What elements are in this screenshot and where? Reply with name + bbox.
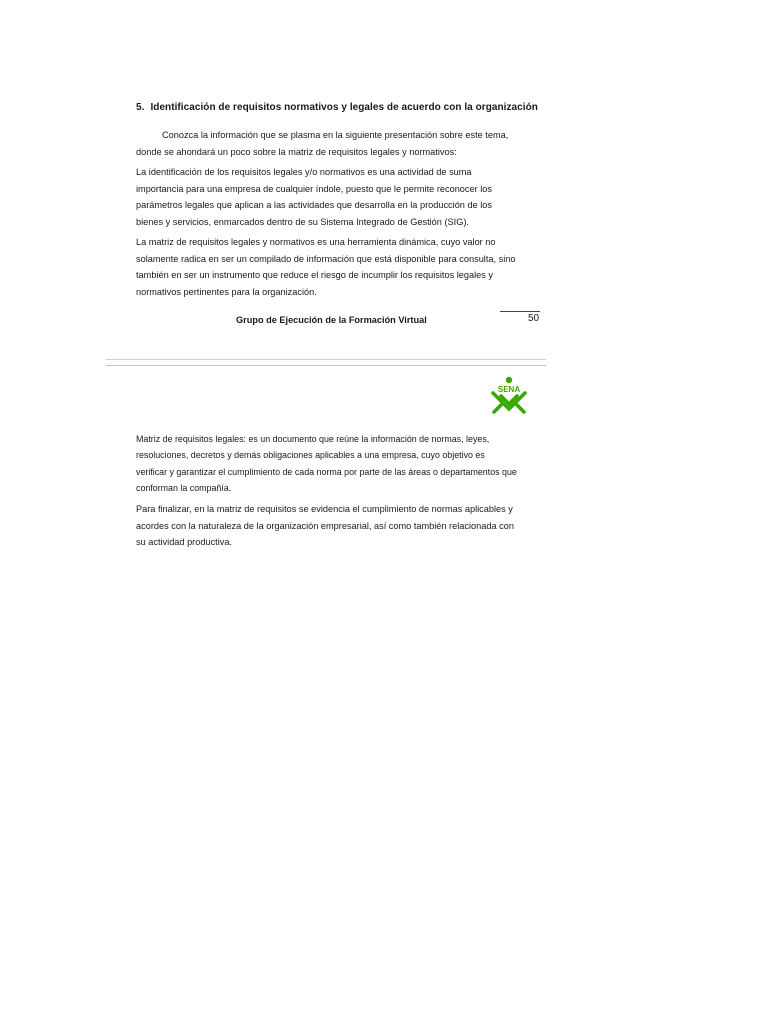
page-separator: [106, 359, 546, 360]
section-heading: [136, 101, 536, 115]
intro-paragraph: Conozca la información que se plasma en la siguiente presentación sobre este tema, donde se ahondará un poco sobre la matriz de requisitos legales y normativos:: [136, 130, 509, 157]
paragraph-matriz-definicion: Matriz de requisitos legales: es un documento que reúne la información de normas, leyes, resoluciones, decretos y demás obligaciones aplicables a una empresa, cuyo objetivo es verificar y garantizar el cumplimiento de cada norma por parte de las áreas o departamentos que conforman la compañía.: [136, 434, 517, 494]
paragraph-para-finalizar: Para finalizar, en la matriz de requisitos se evidencia el cumplimiento de normas aplicables y acordes con la naturaleza de la organización empresarial, así como también relacionada con su actividad productiva.: [136, 504, 514, 548]
footer-group-name: Grupo de Ejecución de la Formación Virtual: [236, 315, 427, 325]
section-number: 5.: [136, 102, 145, 113]
paragraph-identificacion: La identificación de los requisitos legales y/o normativos es una actividad de suma importancia para una empresa de cualquier índole, puesto que le permite reconocer los parámetros legales que aplican a las actividades que desarrolla en la producción de los bienes y servicios, enmarcados dentro de su Sistema Integrado de Gestión (SIG).: [136, 167, 492, 227]
sena-logo-icon: [490, 376, 528, 414]
paragraph-matriz-herramienta: La matriz de requisitos legales y normativos es una herramienta dinámica, cuyo valor no solamente radica en ser un compilado de información que está disponible para consulta, sino también en ser un instrumento que reduce el riesgo de incumplir los requisitos legales y normativos pertinentes para la organización.: [136, 237, 516, 297]
logo-text: SENA: [497, 385, 521, 394]
page-separator: [106, 365, 546, 366]
page-number: 50: [528, 313, 540, 324]
section-title: Identificación de requisitos normativos y legales de acuerdo con la organización: [150, 102, 538, 113]
